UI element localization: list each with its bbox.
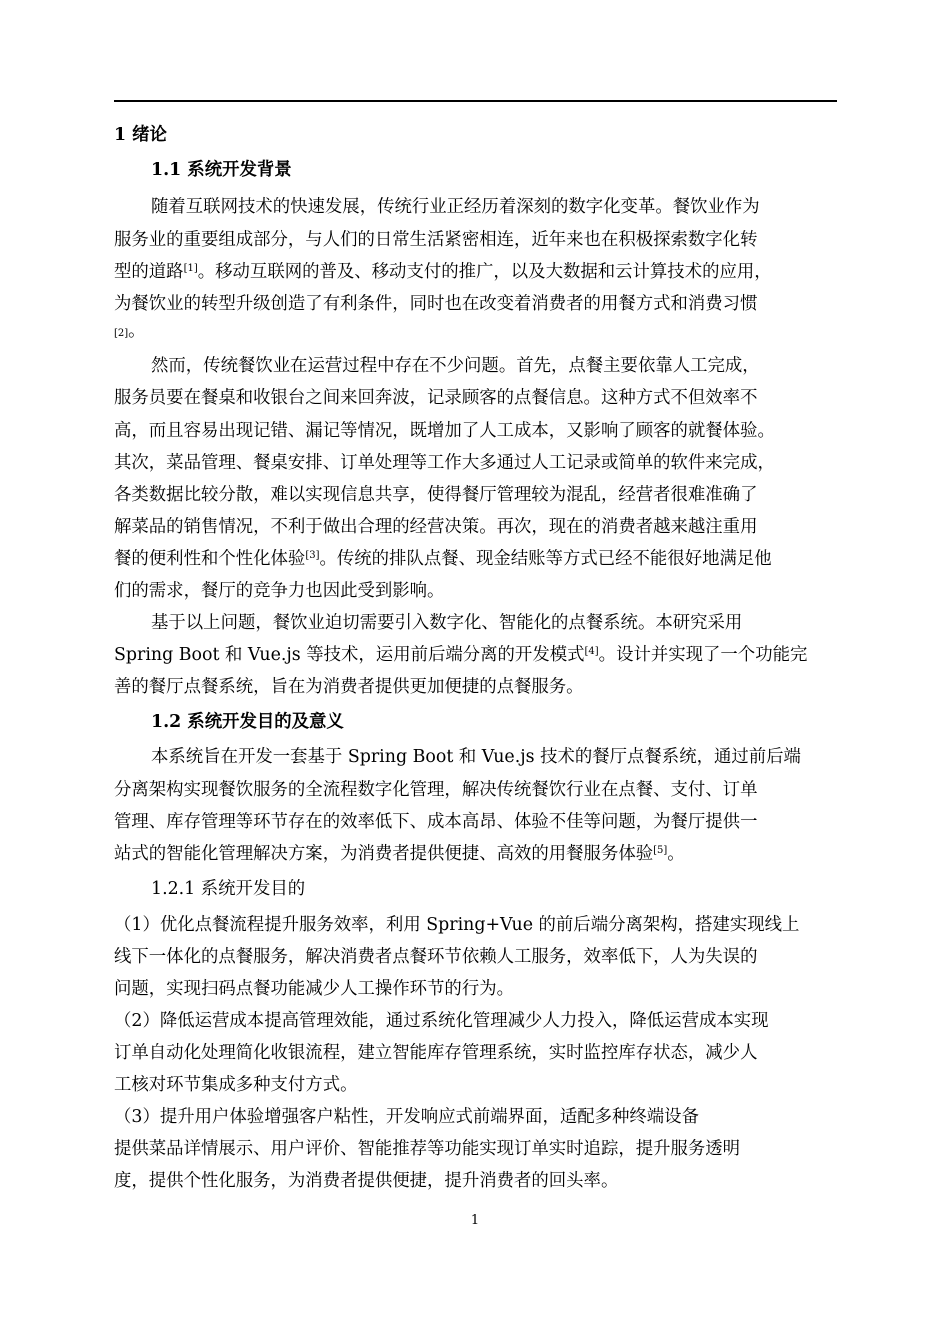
paragraph-line: 随着互联网技术的快速发展，传统行业正经历着深刻的数字化变革。餐饮业作为 <box>151 197 760 217</box>
list-item-line: 工核对环节集成多种支付方式。 <box>114 1075 358 1095</box>
citation-4: [4] <box>584 646 599 657</box>
line-text: 餐的便利性和个性化体验 <box>114 549 306 569</box>
line-text: 。 <box>128 321 146 341</box>
list-item-line: 订单自动化处理简化收银流程，建立智能库存管理系统，实时监控库存状态，减少人 <box>114 1043 758 1063</box>
paragraph-line: 服务业的重要组成部分，与人们的日常生活紧密相连，近年来也在积极探索数字化转 <box>114 230 758 250</box>
line-text: Spring Boot 和 Vue.js 等技术，运用前后端分离的开发模式 <box>114 645 585 665</box>
paragraph-line: 高，而且容易出现记错、漏记等情况，既增加了人工成本，又影响了顾客的就餐体验。 <box>114 421 775 441</box>
citation-2: [2] <box>114 328 129 339</box>
subsection-heading-1-2-1: 1.2.1 系统开发目的 <box>151 879 306 899</box>
paragraph-line: 服务员要在餐桌和收银台之间来回奔波，记录顾客的点餐信息。这种方式不但效率不 <box>114 388 758 408</box>
line-text: 。 <box>667 844 685 864</box>
chapter-heading: 1 绪论 <box>114 125 167 145</box>
paragraph-line <box>114 841 685 867</box>
citation-3: [3] <box>305 550 320 561</box>
section-heading-1-1: 1.1 系统开发背景 <box>151 160 292 180</box>
paragraph-line: 然而，传统餐饮业在运营过程中存在不少问题。首先，点餐主要依靠人工完成， <box>151 356 760 376</box>
paragraph-line: 各类数据比较分散，难以实现信息共享，使得餐厅管理较为混乱，经营者很难准确了 <box>114 485 758 505</box>
paragraph-line: 善的餐厅点餐系统，旨在为消费者提供更加便捷的点餐服务。 <box>114 677 584 697</box>
list-item-line: （2）降低运营成本提高管理效能，通过系统化管理减少人力投入，降低运营成本实现 <box>114 1011 769 1031</box>
paragraph-line <box>114 259 772 285</box>
page-number: 1 <box>470 1213 480 1228</box>
list-item-line: 度，提供个性化服务，为消费者提供便捷，提升消费者的回头率。 <box>114 1171 619 1191</box>
paragraph-line: 们的需求，餐厅的竞争力也因此受到影响。 <box>114 581 445 601</box>
list-item-line: （3）提升用户体验增强客户粘性，开发响应式前端界面，适配多种终端设备 <box>114 1107 699 1127</box>
paragraph-line <box>114 546 772 572</box>
line-text: 。传统的排队点餐、现金结账等方式已经不能很好地满足他 <box>319 549 772 569</box>
line-text: 。设计并实现了一个功能完 <box>598 645 808 665</box>
line-text: 型的道路 <box>114 262 184 282</box>
citation-5: [5] <box>653 845 668 856</box>
list-item-line: 线下一体化的点餐服务，解决消费者点餐环节依赖人工服务，效率低下，人为失误的 <box>114 947 758 967</box>
paragraph-line: 基于以上问题，餐饮业迫切需要引入数字化、智能化的点餐系统。本研究采用 <box>151 613 743 633</box>
line-text: 。移动互联网的普及、移动支付的推广，以及大数据和云计算技术的应用， <box>197 262 772 282</box>
citation-1: [1] <box>183 263 198 274</box>
paragraph-line: 本系统旨在开发一套基于 Spring Boot 和 Vue.js 技术的餐厅点餐系统，通过前后端 <box>151 747 801 767</box>
paragraph-line: 分离架构实现餐饮服务的全流程数字化管理，解决传统餐饮行业在点餐、支付、订单 <box>114 780 758 800</box>
line-text: 站式的智能化管理解决方案，为消费者提供便捷、高效的用餐服务体验 <box>114 844 654 864</box>
paragraph-line <box>114 318 146 344</box>
paragraph-line: 其次，菜品管理、餐桌安排、订单处理等工作大多通过人工记录或简单的软件来完成， <box>114 453 775 473</box>
section-heading-1-2: 1.2 系统开发目的及意义 <box>151 712 344 732</box>
paragraph-line: 为餐饮业的转型升级创造了有利条件，同时也在改变着消费者的用餐方式和消费习惯 <box>114 294 758 314</box>
list-item-line: 问题，实现扫码点餐功能减少人工操作环节的行为。 <box>114 979 514 999</box>
header-rule <box>114 100 837 102</box>
list-item-line: （1）优化点餐流程提升服务效率，利用 Spring+Vue 的前后端分离架构，搭建实现线上 <box>114 915 800 935</box>
list-item-line: 提供菜品详情展示、用户评价、智能推荐等功能实现订单实时追踪，提升服务透明 <box>114 1139 741 1159</box>
paragraph-line <box>114 642 807 668</box>
paragraph-line: 管理、库存管理等环节存在的效率低下、成本高昂、体验不佳等问题，为餐厅提供一 <box>114 812 758 832</box>
paragraph-line: 解菜品的销售情况，不利于做出合理的经营决策。再次，现在的消费者越来越注重用 <box>114 517 758 537</box>
